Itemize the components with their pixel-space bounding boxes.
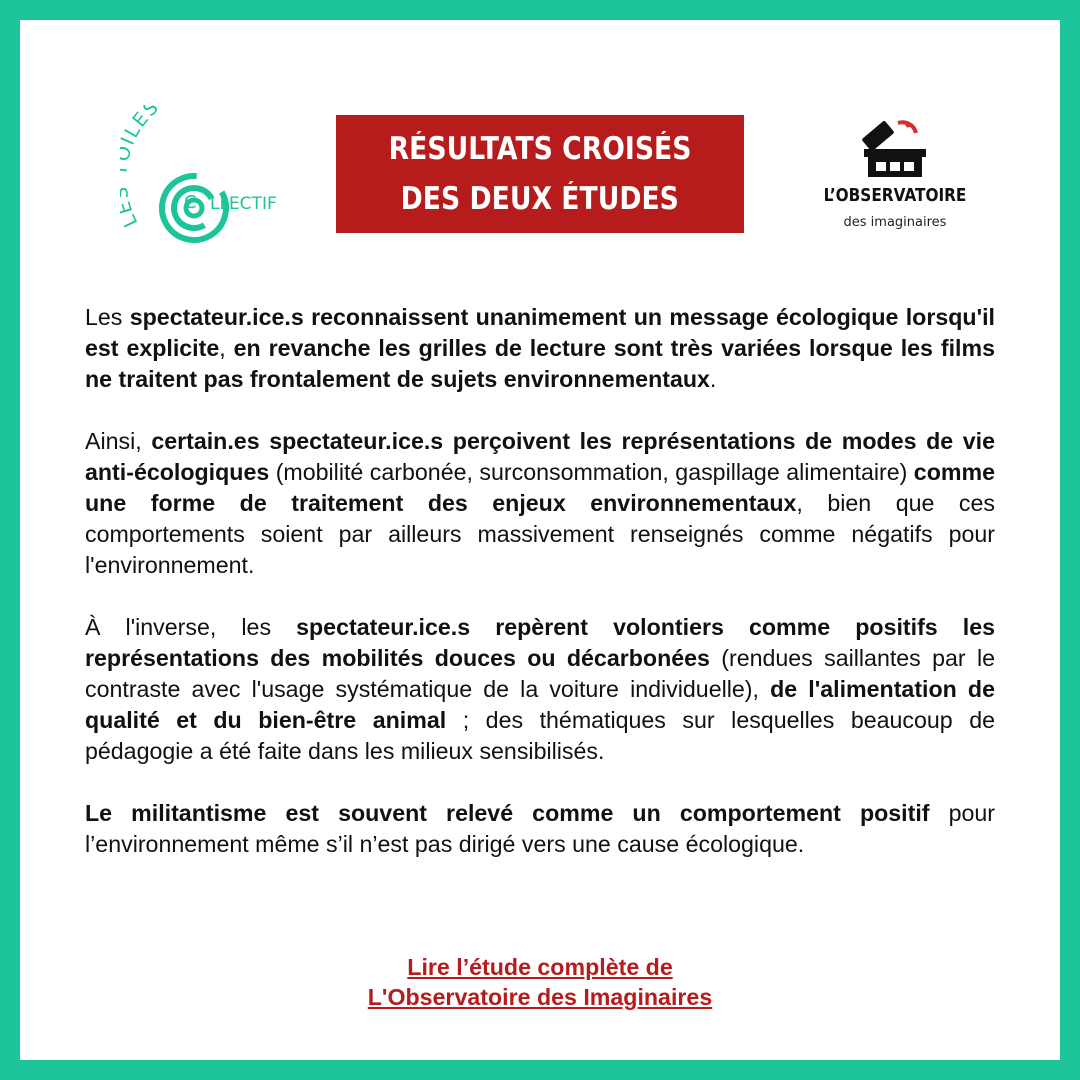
body-text [85,302,995,891]
logo-c-letter: C [184,192,197,213]
observatoire-name: L’OBSERVATOIRE [823,185,967,206]
title-banner [336,115,744,233]
text-run: , bien que ces comportements soient par ailleurs massivement renseignés comme négatifs pour l'environnement. [85,490,995,578]
title-line-1: RÉSULTATS CROISÉS [388,131,692,167]
text-run: (mobilité carbonée, surconsommation, gaspillage alimentaire) [269,459,914,485]
observatoire-subtitle: des imaginaires [843,215,947,230]
text-run: , [219,335,234,361]
les-toiles-vertes-logo [120,105,320,255]
logo-collectif-text: LLECTIF [210,194,277,214]
text-run: . [709,366,717,392]
bold-text: Le militantisme est souvent relevé comme un comportement positif [85,800,930,826]
study-link-line-2[interactable]: L'Observatoire des Imaginaires [367,984,713,1010]
text-run: Les [85,304,130,330]
bold-text: en revanche les grilles de lecture sont très variées lorsque les films ne traitent pas frontalement de sujets environnementaux [85,335,995,392]
bold-text: de l'alimentation de qualité et du bien-être animal [85,676,995,733]
observatoire-logo [810,115,980,245]
title-line-2: DES DEUX ÉTUDES [400,181,680,217]
bold-text: comme une forme de traitement des enjeux environnementaux [85,459,995,516]
paragraph-4 [85,798,995,860]
text-run: À l'inverse, les [85,614,297,640]
text-run: (rendues saillantes par le contraste avec l'usage systématique de la voiture individuelle), [85,645,995,702]
study-link[interactable] [20,952,1060,1012]
spiral-logo-icon [120,105,320,255]
paragraph-2 [85,426,995,581]
study-link-line-1[interactable]: Lire l’étude complète de [407,954,673,980]
bold-text: spectateur.ice.s reconnaissent unanimement un message écologique lorsqu'il est explicite [85,304,995,361]
paragraph-3 [85,612,995,767]
text-run: Ainsi, [85,428,152,454]
paragraph-1 [85,302,995,395]
text-run: ; des thématiques sur lesquelles beaucoup de pédagogie a été faite dans les milieux sensibilisés. [85,707,995,764]
bold-text: spectateur.ice.s repèrent volontiers comme positifs les représentations des mobilités douces ou décarbonées [85,614,996,671]
text-run: pour l’environnement même s’il n’est pas dirigé vers une cause écologique. [85,800,995,857]
observatory-telescope-icon [860,115,930,179]
bold-text: certain.es spectateur.ice.s perçoivent les représentations de modes de vie anti-écologiques [85,428,995,485]
logo-arc-text: LES [120,105,165,142]
post-card [20,20,1060,1060]
